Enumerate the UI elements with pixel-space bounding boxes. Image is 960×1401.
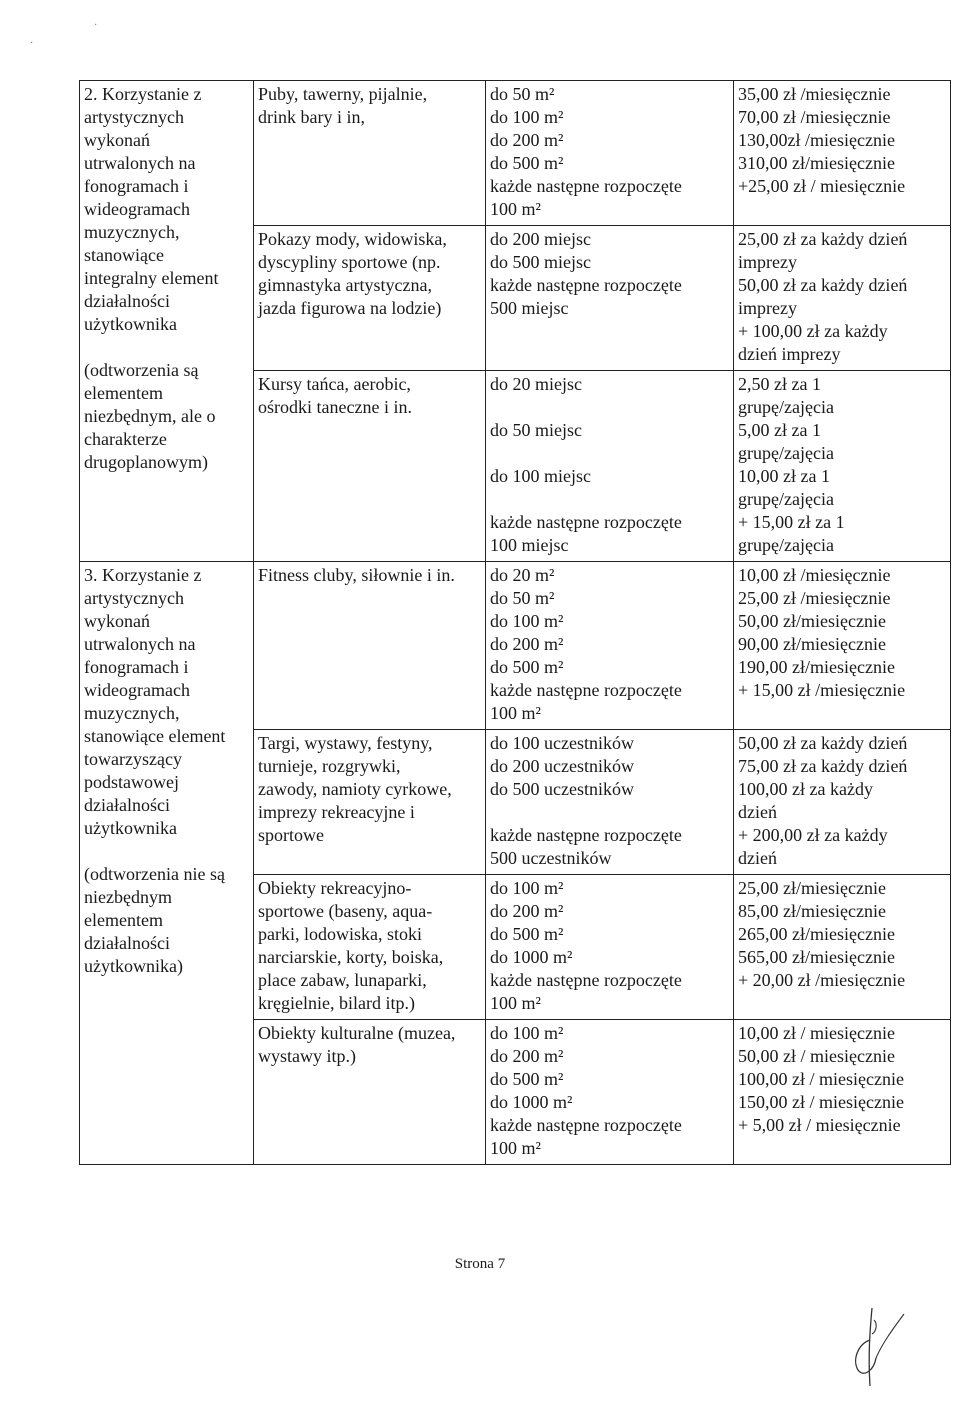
cell-line: grupę/zajęcia [738,489,834,509]
cell-line: 500 miejsc [490,298,569,318]
fee-rate-cell [734,1020,951,1165]
cell-line: grupę/zajęcia [738,443,834,463]
cell-line: imprezy [738,298,797,318]
cell-line: stanowiące [84,245,164,265]
cell-line: wideogramach [84,680,190,700]
cell-line: (odtworzenia są [84,360,199,380]
cell-line: do 50 m² [490,84,555,104]
cell-line: do 500 m² [490,657,564,677]
scope-cell [486,730,734,875]
cell-line: 100 m² [490,993,541,1013]
fee-rate-cell [734,875,951,1020]
cell-line: użytkownika) [84,956,183,976]
cell-line: 100 m² [490,199,541,219]
cell-line: sportowe [258,825,324,845]
fee-rate-cell [734,371,951,562]
cell-line: do 500 miejsc [490,252,591,272]
cell-line: Kursy tańca, aerobic, [258,374,411,394]
cell-line: wykonań [84,611,150,631]
cell-line [84,840,249,863]
page-number: Strona 7 [454,1256,506,1272]
cell-line: fonogramach i [84,176,189,196]
venue-type-cell [254,875,486,1020]
cell-line: narciarskie, korty, boiska, [258,947,444,967]
cell-line: Puby, tawerny, pijalnie, [258,84,428,104]
fee-rate-cell [734,81,951,226]
scan-speck: · [94,20,98,31]
cell-line: artystycznych [84,588,184,608]
cell-line: + 100,00 zł za każdy [738,321,888,341]
cell-line: 100 m² [490,703,541,723]
cell-line: 10,00 zł / miesięcznie [738,1023,895,1043]
cell-line [490,396,729,419]
scope-cell [486,562,734,730]
cell-line: 25,00 zł za każdy dzień [738,229,908,249]
fee-rate-cell [734,562,951,730]
cell-line: wykonań [84,130,150,150]
cell-line: do 100 miejsc [490,466,591,486]
cell-line: 190,00 zł/miesięcznie [738,657,895,677]
cell-line: użytkownika [84,818,177,838]
cell-line: użytkownika [84,314,177,334]
cell-line: 100 m² [490,1138,541,1158]
cell-line: (odtworzenia nie są [84,864,225,884]
cell-line: grupę/zajęcia [738,535,834,555]
cell-line: + 20,00 zł /miesięcznie [738,970,906,990]
cell-line: 5,00 zł za 1 [738,420,821,440]
cell-line: 70,00 zł /miesięcznie [738,107,891,127]
cell-line: Obiekty kulturalne (muzea, [258,1023,456,1043]
cell-line: place zabaw, lunaparki, [258,970,427,990]
cell-line: artystycznych [84,107,184,127]
cell-line: do 200 uczestników [490,756,634,776]
cell-line: Obiekty rekreacyjno- [258,878,412,898]
cell-line: 100,00 zł za każdy [738,779,873,799]
cell-line: zawody, namioty cyrkowe, [258,779,452,799]
table-row [80,81,951,226]
cell-line: + 15,00 zł /miesięcznie [738,680,906,700]
scope-cell [486,371,734,562]
cell-line: kręgielnie, bilard itp.) [258,993,415,1013]
cell-line: + 15,00 zł za 1 [738,512,845,532]
usage-category-cell [80,81,254,562]
scope-cell [486,875,734,1020]
cell-line: 100,00 zł / miesięcznie [738,1069,904,1089]
cell-line: dzień imprezy [738,344,841,364]
cell-line: do 200 m² [490,1046,564,1066]
cell-line: parki, lodowiska, stoki [258,924,422,944]
cell-line: niezbędnym, ale o [84,406,216,426]
cell-line: każde następne rozpoczęte [490,970,682,990]
cell-line: Pokazy mody, widowiska, [258,229,447,249]
cell-line: 310,00 zł/miesięcznie [738,153,895,173]
cell-line: 265,00 zł/miesięcznie [738,924,895,944]
cell-line: do 50 m² [490,588,555,608]
venue-type-cell [254,81,486,226]
cell-line: elementem [84,910,163,930]
cell-line: 90,00 zł/miesięcznie [738,634,886,654]
cell-line: 50,00 zł / miesięcznie [738,1046,895,1066]
cell-line: każde następne rozpoczęte [490,680,682,700]
cell-line: do 500 uczestników [490,779,634,799]
cell-line: ośrodki taneczne i in. [258,397,412,417]
cell-line: do 200 m² [490,634,564,654]
cell-line: 50,00 zł za każdy dzień [738,275,908,295]
cell-line: 10,00 zł /miesięcznie [738,565,891,585]
cell-line: 35,00 zł /miesięcznie [738,84,891,104]
cell-line: 25,00 zł /miesięcznie [738,588,891,608]
cell-line: grupę/zajęcia [738,397,834,417]
cell-line: 85,00 zł/miesięcznie [738,901,886,921]
cell-line: działalności [84,795,170,815]
cell-line: do 1000 m² [490,947,573,967]
cell-line [490,442,729,465]
cell-line: drink bary i in, [258,107,365,127]
cell-line: sportowe (baseny, aqua- [258,901,433,921]
cell-line: do 100 m² [490,878,564,898]
cell-line: Targi, wystawy, festyny, [258,733,433,753]
cell-line: do 20 m² [490,565,555,585]
cell-line: do 500 m² [490,1069,564,1089]
venue-type-cell [254,562,486,730]
cell-line: +25,00 zł / miesięcznie [738,176,906,196]
cell-line: każde następne rozpoczęte [490,176,682,196]
cell-line: utrwalonych na [84,634,196,654]
cell-line: do 1000 m² [490,1092,573,1112]
cell-line: stanowiące element [84,726,226,746]
venue-type-cell [254,226,486,371]
cell-line: działalności [84,291,170,311]
cell-line: każde następne rozpoczęte [490,1115,682,1135]
venue-type-cell [254,730,486,875]
cell-line: 75,00 zł za każdy dzień [738,756,908,776]
cell-line: charakterze [84,429,167,449]
cell-line: elementem [84,383,163,403]
cell-line: 2. Korzystanie z [84,84,202,104]
cell-line: 50,00 zł/miesięcznie [738,611,886,631]
cell-line: do 100 uczestników [490,733,634,753]
cell-line: gimnastyka artystyczna, [258,275,432,295]
cell-line [490,488,729,511]
cell-line: 150,00 zł / miesięcznie [738,1092,904,1112]
cell-line: + 200,00 zł za każdy [738,825,888,845]
fee-rate-cell [734,226,951,371]
cell-line: wystawy itp.) [258,1046,356,1066]
fee-table [79,80,951,1165]
cell-line: utrwalonych na [84,153,196,173]
venue-type-cell [254,1020,486,1165]
cell-line: dzień [738,848,777,868]
fee-rate-cell [734,730,951,875]
scope-cell [486,81,734,226]
cell-line: muzycznych, [84,222,180,242]
cell-line: muzycznych, [84,703,180,723]
cell-line: działalności [84,933,170,953]
cell-line: 565,00 zł/miesięcznie [738,947,895,967]
cell-line: turnieje, rozgrywki, [258,756,401,776]
scope-cell [486,1020,734,1165]
cell-line: każde następne rozpoczęte [490,825,682,845]
cell-line: 10,00 zł za 1 [738,466,830,486]
cell-line: 100 miejsc [490,535,569,555]
cell-line: imprezy [738,252,797,272]
cell-line: + 5,00 zł / miesięcznie [738,1115,901,1135]
cell-line: imprezy rekreacyjne i [258,802,415,822]
scan-speck: · [30,38,34,49]
venue-type-cell [254,371,486,562]
cell-line [84,336,249,359]
cell-line: 130,00zł /miesięcznie [738,130,895,150]
cell-line: dyscypliny sportowe (np. [258,252,441,272]
scope-cell [486,226,734,371]
cell-line: drugoplanowym) [84,452,208,472]
cell-line: 25,00 zł/miesięcznie [738,878,886,898]
cell-line: podstawowej [84,772,179,792]
cell-line: 2,50 zł za 1 [738,374,821,394]
cell-line: jazda figurowa na lodzie) [258,298,442,318]
cell-line: fonogramach i [84,657,189,677]
cell-line [490,801,729,824]
cell-line: każde następne rozpoczęte [490,512,682,532]
cell-line: niezbędnym [84,887,172,907]
cell-line: 50,00 zł za każdy dzień [738,733,908,753]
cell-line: towarzyszący [84,749,182,769]
cell-line: 500 uczestników [490,848,612,868]
cell-line: każde następne rozpoczęte [490,275,682,295]
cell-line: integralny element [84,268,219,288]
cell-line: dzień [738,802,777,822]
cell-line: do 200 miejsc [490,229,591,249]
cell-line: do 100 m² [490,107,564,127]
cell-line: wideogramach [84,199,190,219]
cell-line: 3. Korzystanie z [84,565,202,585]
usage-category-cell [80,562,254,1165]
cell-line: do 100 m² [490,611,564,631]
cell-line: do 50 miejsc [490,420,582,440]
cell-line: do 200 m² [490,901,564,921]
cell-line: do 100 m² [490,1023,564,1043]
table-row [80,562,951,730]
cell-line: do 500 m² [490,924,564,944]
cell-line: do 500 m² [490,153,564,173]
handwritten-signature [830,1300,920,1390]
cell-line: do 200 m² [490,130,564,150]
cell-line: do 20 miejsc [490,374,582,394]
cell-line: Fitness cluby, siłownie i in. [258,565,455,585]
